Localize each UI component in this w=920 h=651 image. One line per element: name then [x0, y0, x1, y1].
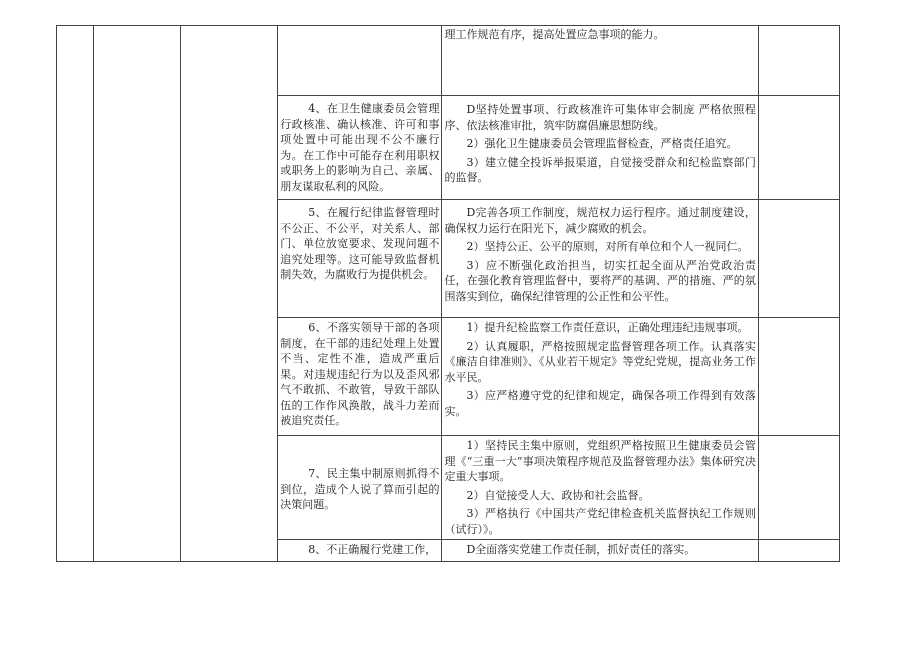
measure-text: 3）应严格遵守党的纪律和规定，确保各项工作得到有效落实。 [444, 389, 756, 418]
risk-cell [278, 96, 442, 200]
measure-cell [442, 318, 758, 436]
table-row [57, 26, 840, 96]
risk-cell [278, 436, 442, 540]
risk-text: 7、民主集中制原则抓得不到位，造成个人说了算而引起的决策问题。 [280, 467, 440, 511]
measure-text: 3）建立健全投诉举报渠道，自觉接受群众和纪检监察部门的监督。 [444, 155, 756, 184]
risk-table [56, 25, 840, 562]
column-2-cell [94, 26, 181, 562]
measure-text: D坚持处置事项、行政核准许可集体审会制庞 严格依照程序、依法核准审批，筑牢防腐倡廉思想防线。 [444, 103, 756, 132]
risk-cell [278, 540, 442, 562]
notes-cell [758, 540, 839, 562]
notes-cell [758, 96, 839, 200]
measure-text: 3）严格执行《中国共产党纪律检查机关监督执纪工作规则（试行）》。 [444, 507, 756, 536]
measure-text: 1）提升纪检监察工作责任意识，正确处理违纪违规事项。 [466, 321, 749, 334]
notes-cell [758, 26, 839, 96]
measure-cell [442, 200, 758, 318]
notes-cell [758, 200, 839, 318]
measure-text: 2）认真履职，严格按照规定监督管理各项工作。认真落实《廉洁自律准则》、《从业若干规定》等党纪党规，提高业务工作水平民。 [444, 339, 756, 384]
measure-text: 3）应不断强化政治担当，切实扛起全面从严治党政治责任，在强化教育管理监督中，要将严的基调、严的措施、严的氛围落实到位，确保纪律管理的公正性和公平性。 [444, 258, 756, 303]
risk-cell [278, 318, 442, 436]
measure-cell [442, 96, 758, 200]
measure-text: D完善各项工作制度，规范权力运行程序。通过制度建设，确保权力运行在阳光下，减少腐败的机会。 [444, 206, 756, 235]
measure-cell [442, 26, 758, 96]
notes-cell [758, 318, 839, 436]
measure-text: 2）坚持公正、公平的原则，对所有单位和个人一视同仁。 [466, 240, 749, 253]
risk-text: 8、不正确履行党建工作， [308, 543, 437, 556]
measure-text: 1）坚持民主集中原则，党组织严格按照卫生健康委员会管理《“三重一大”事项决策程序规范及监督管理办法》集体研究决定重大事项。 [444, 439, 756, 483]
measure-text: 2）强化卫生健康委员会管理监督检查，严格责任追究。 [466, 137, 738, 150]
risk-text: 4、在卫生健康委员会管理行政核准、确认核准、许可和事项处置中可能出现不公不廉行为。在工作中可能存在利用职权或职务上的影响为自己、亲属、朋友谋取私利的风险。 [280, 102, 440, 193]
measure-text: D全面落实党建工作责任制，抓好责任的落实。 [466, 543, 696, 556]
column-1-cell [57, 26, 94, 562]
column-3-cell [181, 26, 278, 562]
measure-cell [442, 436, 758, 540]
risk-cell [278, 200, 442, 318]
measure-text: 2）自觉接受人大、政协和社会监督。 [466, 488, 650, 502]
notes-cell [758, 436, 839, 540]
measure-text: 理工作规范有序，提高处置应急事项的能力。 [444, 28, 665, 41]
risk-cell [278, 26, 442, 96]
risk-text: 5、在履行纪律监督管理时不公正、不公平，对关系人、部门、单位放宽要求、发现问题不追究处理等。这可能导致监督机制失效，为腐败行为提供机会。 [280, 206, 440, 281]
risk-text [278, 26, 441, 27]
risk-text: 6、不落实领导干部的各项制度，在干部的违纪处理上处置不当、定性不准，造成严重后果。对违规违纪行为以及歪风邪气不敢抓、不敢管，导致干部队伍的工作作风涣散，战斗力差而被追究责任。 [280, 321, 440, 427]
measure-cell [442, 540, 758, 562]
